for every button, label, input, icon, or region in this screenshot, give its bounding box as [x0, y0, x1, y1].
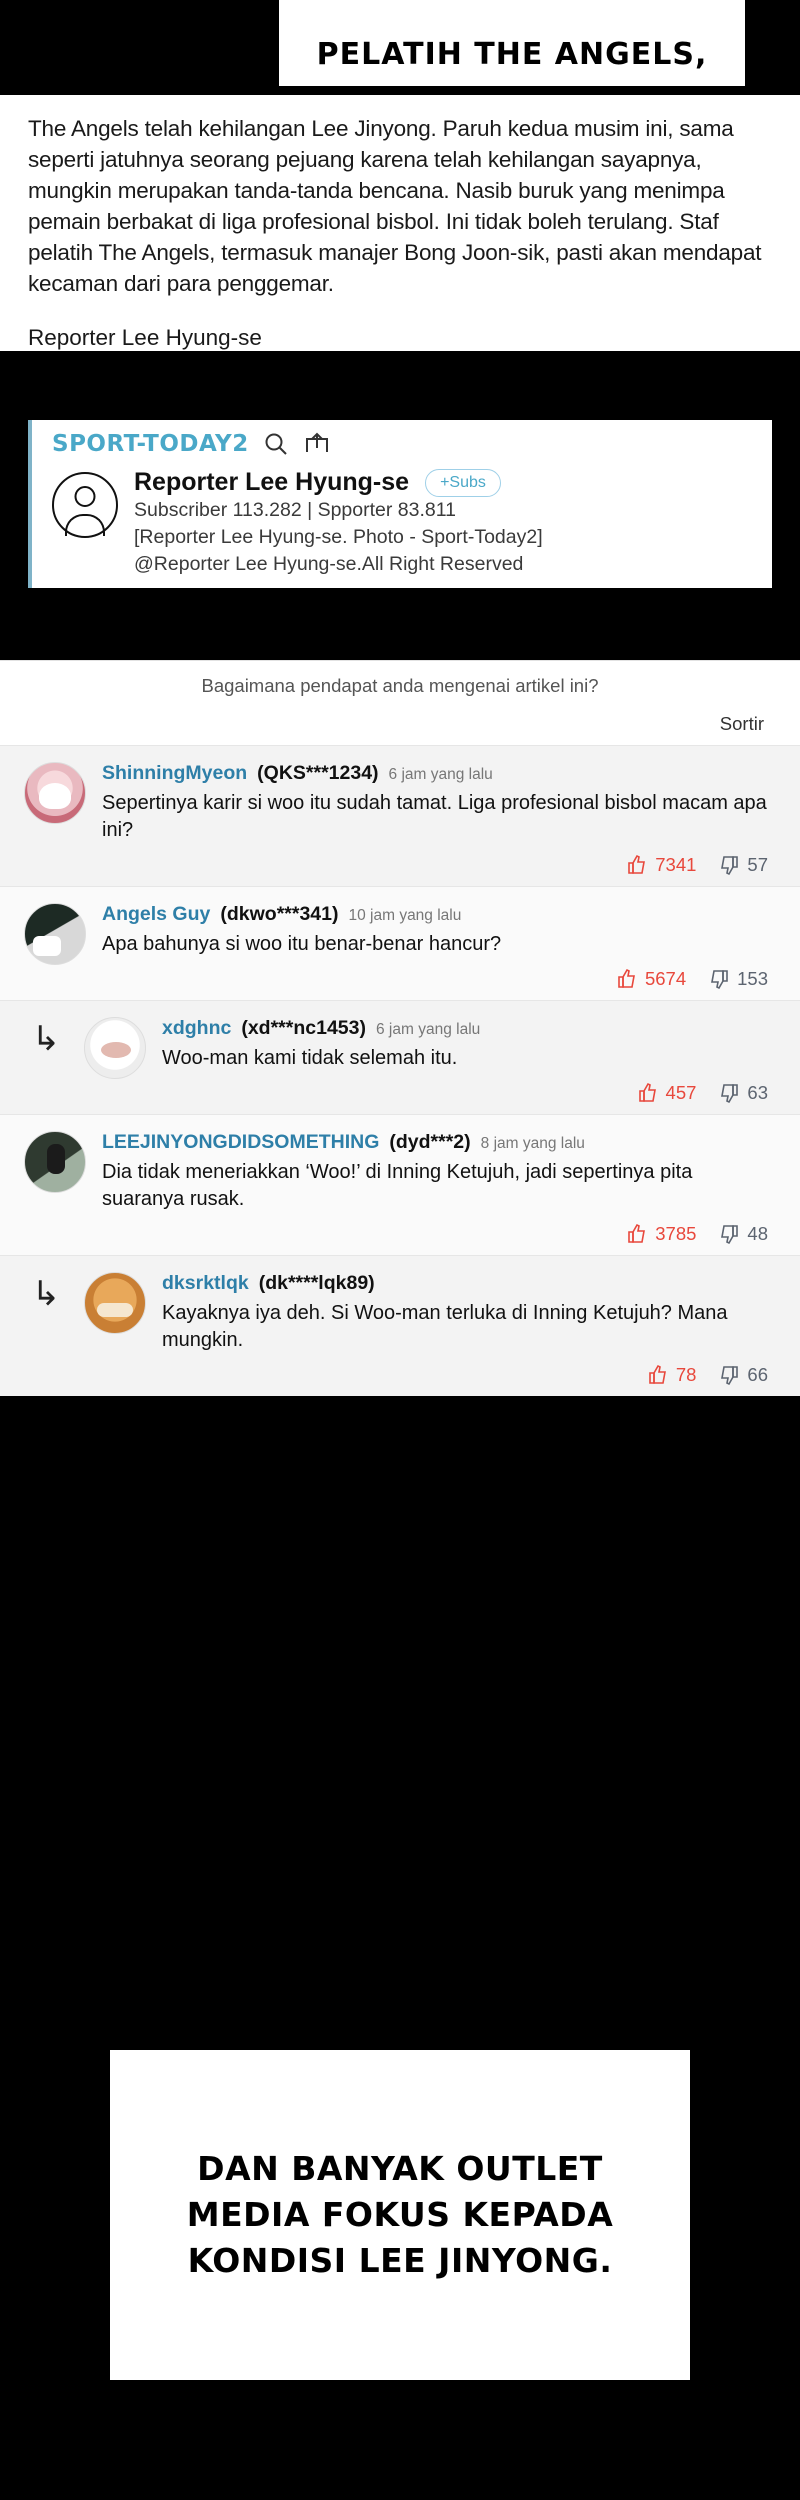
comment-section: [0, 660, 800, 1396]
comment-votes: [162, 1364, 776, 1386]
comment-timestamp: 10 jam yang lalu: [348, 907, 462, 924]
publisher-credit-2: @Reporter Lee Hyung-se.All Right Reserved: [134, 553, 524, 575]
comment-username[interactable]: Angels Guy: [102, 903, 211, 925]
publisher-logo: SPORT-TODAY2: [52, 431, 249, 457]
share-icon[interactable]: [303, 430, 331, 458]
bottom-caption-line-3: KONDISI LEE JINYONG.: [187, 2241, 613, 2280]
comment-votes: [102, 854, 776, 876]
comment-item: [0, 886, 800, 1000]
publisher-name: Reporter Lee Hyung-se: [134, 468, 410, 496]
avatar: [24, 1131, 86, 1193]
comment-header: [162, 1017, 776, 1040]
upvote-count: 5674: [644, 968, 687, 989]
comment-userid: (dkwo***341): [220, 903, 339, 925]
comment-votes: [162, 1082, 776, 1104]
comment-timestamp: 6 jam yang lalu: [388, 766, 493, 783]
avatar: [24, 762, 86, 824]
downvote-button[interactable]: [718, 854, 768, 876]
comment-header: [102, 762, 776, 785]
user-avatar-icon: [52, 472, 118, 538]
comment-username[interactable]: xdghnc: [162, 1017, 232, 1039]
comment-text: Kayaknya iya deh. Si Woo-man terluka di Inning Ketujuh? Mana mungkin.: [162, 1302, 728, 1351]
publisher-header: [52, 430, 772, 458]
comment-prompt: Bagaimana pendapat anda mengenai artikel ini?: [0, 660, 800, 707]
article-body: The Angels telah kehilangan Lee Jinyong. Paruh kedua musim ini, sama seperti jatuhnya seorang pejuang karena telah kehilangan sayapnya, mungkin merupakan tanda-tanda bencana. Nasib buruk yang menimpa pemain berbakat di liga profesional bisbol. Ini tidak boleh terulang. Staf pelatih The Angels, termasuk manajer Bong Joon-sik, pasti akan mendapat kecaman dari para penggemar.: [28, 116, 762, 296]
upvote-button[interactable]: [616, 968, 686, 990]
comment-body: [102, 762, 776, 876]
comment-votes: [102, 968, 776, 990]
article-reporter: Reporter Lee Hyung-se: [28, 325, 262, 350]
upvote-count: 3785: [655, 1223, 697, 1244]
comment-text: Apa bahunya si woo itu benar-benar hancur?: [102, 933, 502, 955]
thumbs-up-icon: [616, 968, 638, 990]
comment-item: [0, 745, 800, 886]
comment-header: [102, 903, 776, 926]
comment-userid: (xd***nc1453): [241, 1017, 366, 1039]
comment-votes: [102, 1223, 776, 1245]
comment-username[interactable]: ShinningMyeon: [102, 762, 248, 784]
sort-button[interactable]: Sortir: [719, 713, 764, 734]
downvote-button[interactable]: [708, 968, 768, 990]
publisher-info: [134, 468, 772, 578]
avatar: [84, 1017, 146, 1079]
comment-userid: (dyd***2): [389, 1131, 471, 1153]
comment-header: [102, 1131, 776, 1154]
comment-body: [162, 1272, 776, 1386]
upvote-button[interactable]: [626, 854, 696, 876]
comment-userid: (QKS***1234): [257, 762, 379, 784]
thumbs-down-icon: [718, 1082, 740, 1104]
avatar: [84, 1272, 146, 1334]
comment-text: Woo-man kami tidak selemah itu.: [162, 1047, 458, 1069]
reply-arrow-icon: ↳: [31, 1020, 61, 1058]
bottom-caption-line-2: MEDIA FOKUS KEPADA: [186, 2195, 614, 2234]
publisher-card: [28, 420, 772, 588]
downvote-button[interactable]: [718, 1364, 768, 1386]
comment-text: Sepertinya karir si woo itu sudah tamat. Liga profesional bisbol macam apa ini?: [102, 792, 767, 841]
top-caption-text: PELATIH THE ANGELS,: [316, 37, 708, 72]
thumbs-up-icon: [626, 854, 648, 876]
thumbs-down-icon: [708, 968, 730, 990]
comment-text: Dia tidak meneriakkan ‘Woo!’ di Inning Ketujuh, jadi sepertinya pita suaranya rusak.: [102, 1161, 693, 1210]
comment-timestamp: 6 jam yang lalu: [376, 1021, 481, 1038]
thumbs-down-icon: [718, 854, 740, 876]
bottom-caption-text: [187, 2146, 613, 2284]
comment-body: [102, 1131, 776, 1245]
subscribe-button[interactable]: +Subs: [425, 469, 501, 497]
publisher-stats: Subscriber 113.282 | Spporter 83.811: [134, 499, 456, 521]
publisher-name-row: [134, 468, 772, 497]
comment-header: [162, 1272, 776, 1295]
downvote-count: 66: [747, 1364, 768, 1385]
thumbs-down-icon: [718, 1223, 740, 1245]
downvote-count: 153: [737, 968, 768, 989]
downvote-button[interactable]: [718, 1223, 768, 1245]
bottom-caption-line-1: DAN BANYAK OUTLET: [197, 2149, 603, 2188]
comment-item-reply: [0, 1000, 800, 1114]
avatar: [24, 903, 86, 965]
top-caption-panel: [277, 0, 747, 88]
publisher-credit-1: [Reporter Lee Hyung-se. Photo - Sport-Today2]: [134, 526, 543, 548]
publisher-main: [52, 468, 772, 578]
comment-username[interactable]: dksrktlqk: [162, 1272, 249, 1294]
comment-timestamp: 8 jam yang lalu: [480, 1135, 585, 1152]
thumbs-up-icon: [637, 1082, 659, 1104]
comment-body: [102, 903, 776, 990]
bottom-caption-panel: [110, 2050, 690, 2380]
downvote-count: 48: [747, 1223, 768, 1244]
thumbs-up-icon: [626, 1223, 648, 1245]
downvote-count: 57: [747, 854, 768, 875]
thumbs-up-icon: [647, 1364, 669, 1386]
comment-userid: (dk****lqk89): [258, 1272, 375, 1294]
downvote-button[interactable]: [718, 1082, 768, 1104]
upvote-count: 457: [665, 1082, 697, 1103]
downvote-count: 63: [747, 1082, 768, 1103]
upvote-count: 78: [675, 1364, 697, 1385]
upvote-button[interactable]: [647, 1364, 697, 1386]
comment-username[interactable]: LEEJINYONGDIDSOMETHING: [102, 1131, 380, 1153]
comment-item-reply: [0, 1255, 800, 1396]
upvote-count: 7341: [655, 854, 697, 875]
upvote-button[interactable]: [637, 1082, 697, 1104]
search-icon[interactable]: [263, 431, 289, 457]
comment-body: [162, 1017, 776, 1104]
thumbs-down-icon: [718, 1364, 740, 1386]
reply-arrow-icon: ↳: [31, 1275, 61, 1313]
article-container: [0, 95, 800, 351]
upvote-button[interactable]: [626, 1223, 696, 1245]
comment-item: [0, 1114, 800, 1255]
